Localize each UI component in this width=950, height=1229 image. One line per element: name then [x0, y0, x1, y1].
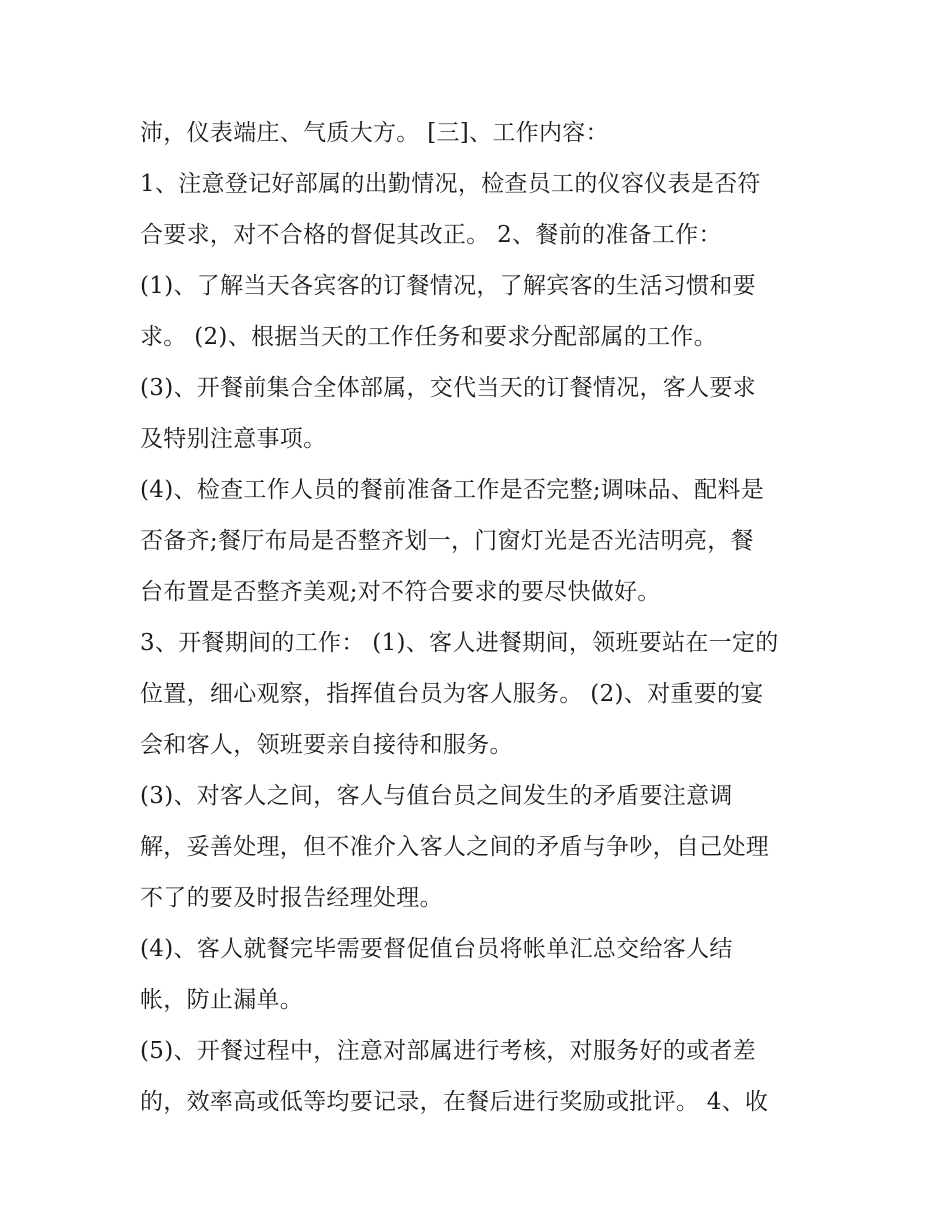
- text-line: 不了的要及时报告经理处理。: [140, 885, 443, 911]
- text-line: 否备齐;餐厅布局是否整齐划一，门窗灯光是否光洁明亮，餐: [140, 528, 754, 554]
- text-line: (5)、开餐过程中，注意对部属进行考核，对服务好的或者差: [140, 1038, 756, 1064]
- text-line: 位置，细心观察，指挥值台员为客人服务。 (2)、对重要的宴: [140, 681, 764, 707]
- text-line: 1、注意登记好部属的出勤情况，检查员工的仪容仪表是否符: [140, 171, 761, 197]
- text-line: (4)、客人就餐完毕需要督促值台员将帐单汇总交给客人结: [140, 936, 733, 962]
- text-line: 沛，仪表端庄、气质大方。 [三]、工作内容：: [140, 120, 609, 146]
- text-line: (3)、对客人之间，客人与值台员之间发生的矛盾要注意调: [140, 783, 733, 809]
- text-line: (1)、了解当天各宾客的订餐情况，了解宾客的生活习惯和要: [140, 273, 756, 299]
- text-line: (3)、开餐前集合全体部属，交代当天的订餐情况，客人要求: [140, 375, 756, 401]
- document-body: [140, 108, 820, 1128]
- text-line: 台布置是否整齐美观;对不符合要求的要尽快做好。: [140, 579, 661, 605]
- text-line: 求。 (2)、根据当天的工作任务和要求分配部属的工作。: [140, 324, 717, 350]
- text-line: 会和客人，领班要亲自接待和服务。: [140, 732, 513, 758]
- text-line: (4)、检查工作人员的餐前准备工作是否完整;调味品、配料是: [140, 477, 765, 503]
- text-line: 3、开餐期间的工作： (1)、客人进餐期间，领班要站在一定的: [140, 630, 779, 656]
- text-line: 合要求，对不合格的督促其改正。 2、餐前的准备工作：: [140, 222, 722, 248]
- text-line: 帐，防止漏单。: [140, 987, 304, 1013]
- text-line: 及特别注意事项。: [140, 426, 327, 452]
- text-line: 解，妥善处理，但不准介入客人之间的矛盾与争吵，自己处理: [140, 834, 770, 860]
- text-line: 的，效率高或低等均要记录，在餐后进行奖励或批评。 4、收: [140, 1089, 769, 1115]
